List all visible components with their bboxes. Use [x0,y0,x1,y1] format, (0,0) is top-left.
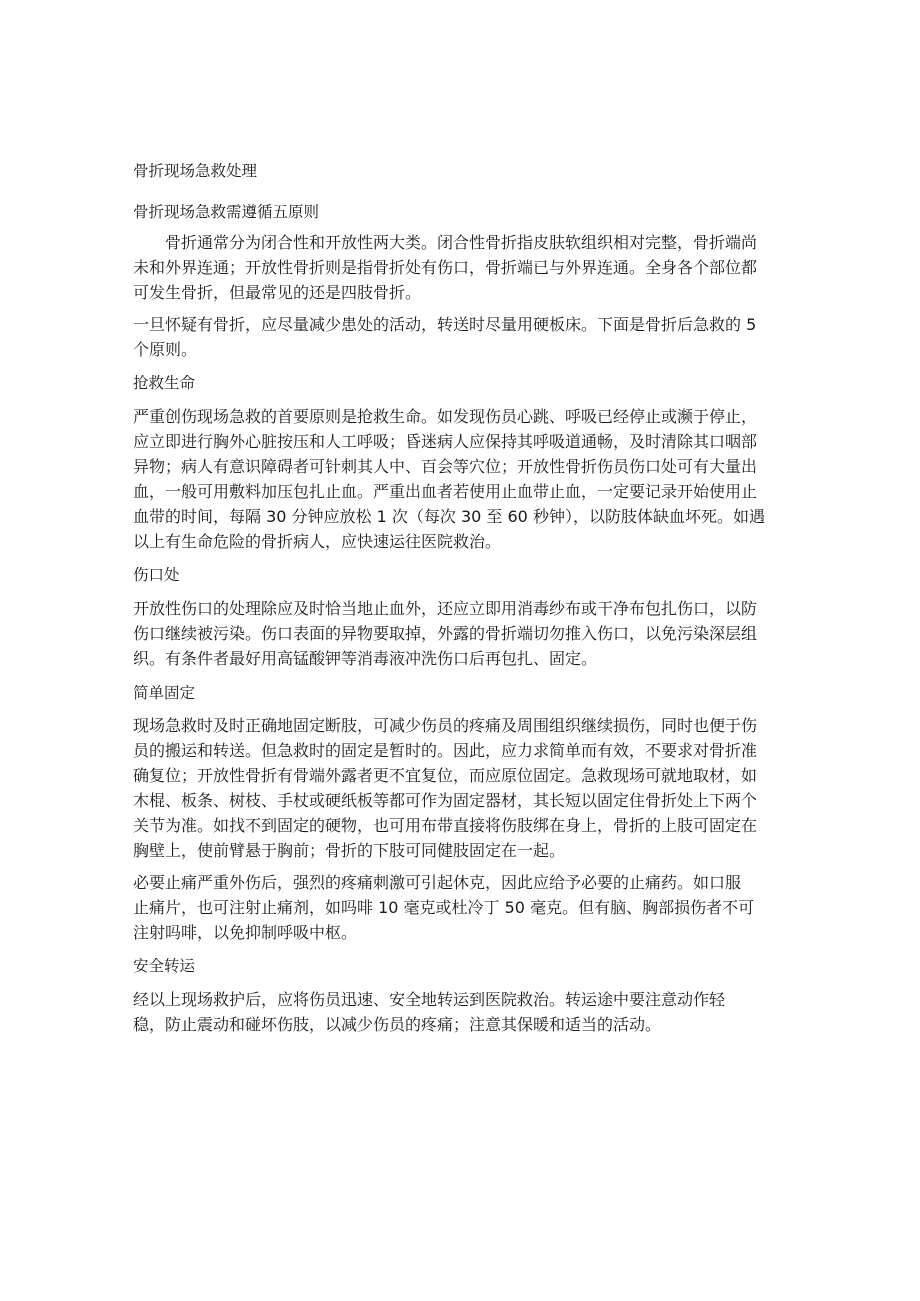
text-line: 骨折通常分为闭合性和开放性两大类。闭合性骨折指皮肤软组织相对完整，骨折端尚 [133,233,758,252]
document-title: 骨折现场急救处理 [133,162,258,180]
text-line: 可发生骨折，但最常见的还是四肢骨折。 [133,283,422,302]
text-line: 必要止痛严重外伤后，强烈的疼痛刺激可引起休克，因此应给予必要的止痛药。如口服 [133,873,742,892]
text-line: 稳，防止震动和碰坏伤肢，以减少伤员的疼痛；注意其保暖和适当的活动。 [133,1015,662,1034]
text-line: 确复位；开放性骨折有骨端外露者更不宜复位，而应原位固定。急救现场可就地取材，如 [133,766,758,785]
text-line: 以上有生命危险的骨折病人，应快速运往医院救治。 [133,532,502,551]
text-line: 木棍、板条、树枝、手杖或硬纸板等都可作为固定器材，其长短以固定住骨折处上下两个 [133,791,758,810]
text-line: 严重创伤现场急救的首要原则是抢救生命。如发现伤员心跳、呼吸已经停止或濒于停止， [133,407,758,426]
text-line: 应立即进行胸外心脏按压和人工呼吸；昏迷病人应保持其呼吸道通畅，及时清除其口咽部 [133,432,758,451]
text-line: 织。有条件者最好用高锰酸钾等消毒液冲洗伤口后再包扎、固定。 [133,649,598,668]
text-line: 止痛片，也可注射止痛剂，如吗啡 10 毫克或杜冷丁 50 毫克。但有脑、胸部损伤者不可 [133,898,755,917]
text-line: 员的搬运和转送。但急救时的固定是暂时的。因此，应力求简单而有效，不要求对骨折准 [133,741,758,760]
section-heading: 安全转运 [133,957,196,975]
section-heading: 抢救生命 [133,374,196,392]
text-line: 经以上现场救护后，应将伤员迅速、安全地转运到医院救治。转运途中要注意动作轻 [133,990,726,1009]
text-line: 胸壁上，使前臂悬于胸前；骨折的下肢可同健肢固定在一起。 [133,841,566,860]
text-line: 注射吗啡，以免抑制呼吸中枢。 [133,923,358,942]
text-line: 血，一般可用敷料加压包扎止血。严重出血者若使用止血带止血，一定要记录开始使用止 [133,482,758,501]
text-line: 伤口继续被污染。伤口表面的异物要取掉，外露的骨折端切勿推入伤口，以免污染深层组 [133,624,758,643]
section-heading: 简单固定 [133,684,196,702]
text-line: 血带的时间，每隔 30 分钟应放松 1 次（每次 30 至 60 秒钟），以防肢体缺血坏死。如遇 [133,507,765,526]
document-subtitle: 骨折现场急救需遵循五原则 [133,203,320,221]
text-line: 现场急救时及时正确地固定断肢，可减少伤员的疼痛及周围组织继续损伤，同时也便于伤 [133,716,758,735]
text-line: 关节为准。如找不到固定的硬物，也可用布带直接将伤肢绑在身上，骨折的上肢可固定在 [133,816,758,835]
text-line: 未和外界连通；开放性骨折则是指骨折处有伤口，骨折端已与外界连通。全身各个部位都 [133,258,758,277]
text-line: 开放性伤口的处理除应及时恰当地止血外，还应立即用消毒纱布或干净布包扎伤口，以防 [133,599,758,618]
text-line: 个原则。 [133,340,198,359]
text-line: 一旦怀疑有骨折，应尽量减少患处的活动，转送时尽量用硬板床。下面是骨折后急救的 5 [133,315,757,334]
text-line: 异物；病人有意识障碍者可针刺其人中、百会等穴位；开放性骨折伤员伤口处可有大量出 [133,457,758,476]
section-heading: 伤口处 [133,566,180,584]
